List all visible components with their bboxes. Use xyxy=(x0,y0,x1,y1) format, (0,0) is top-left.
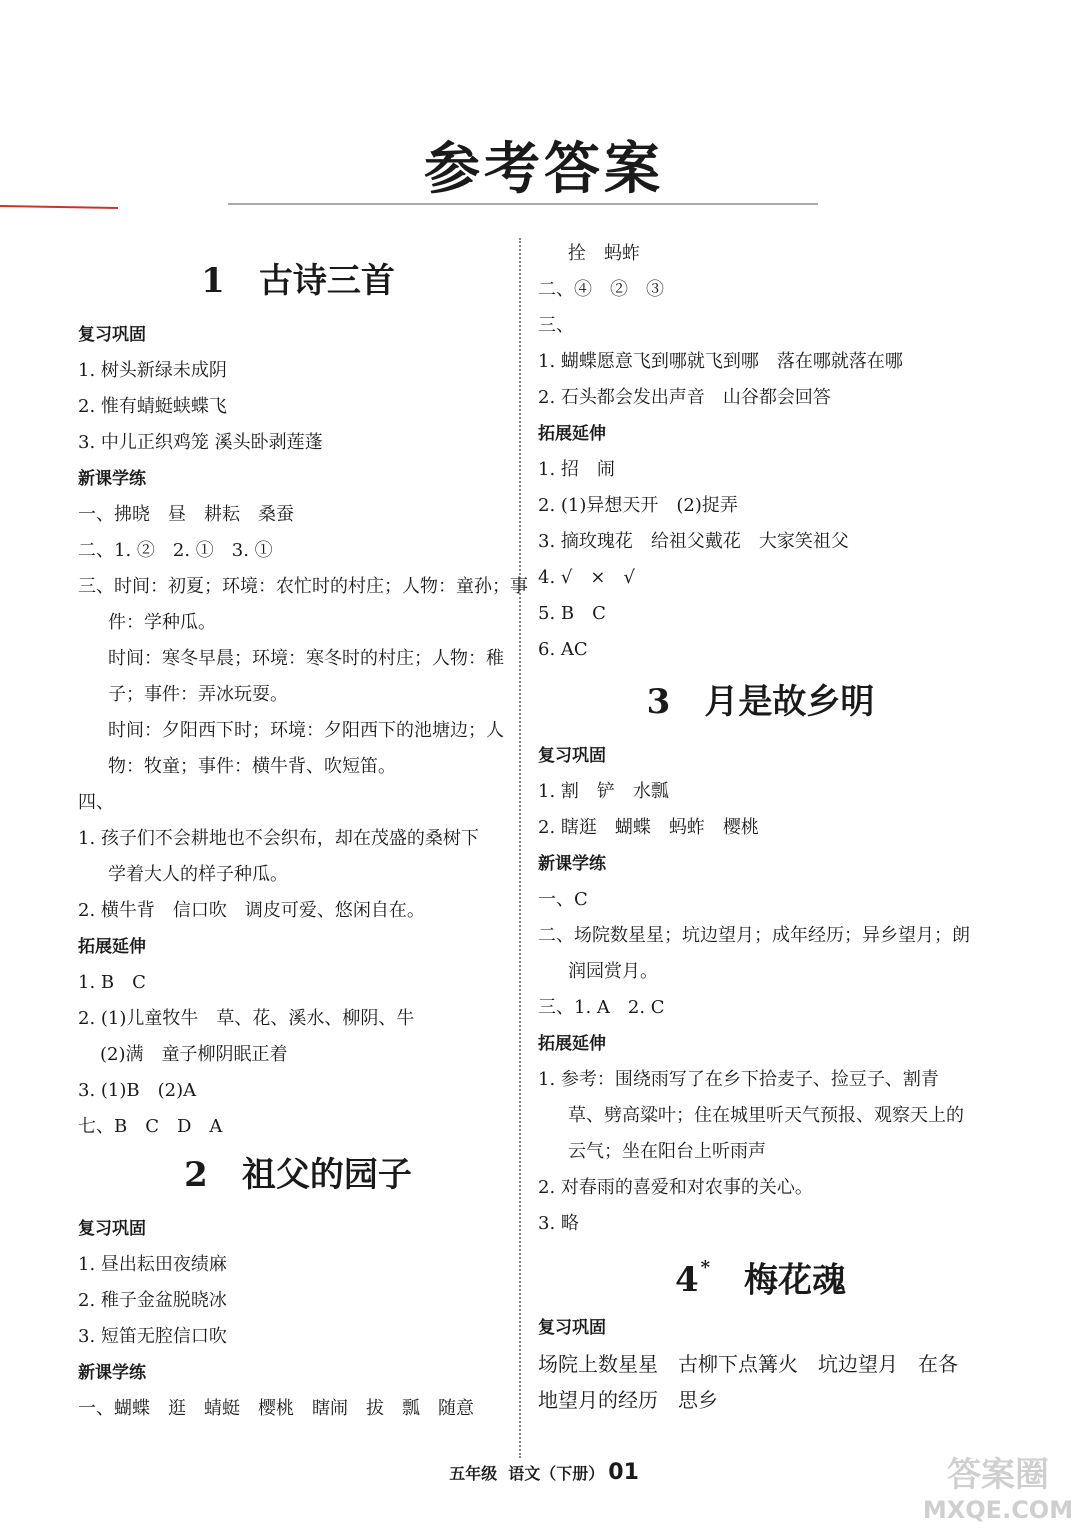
answer-line: 三、 xyxy=(538,315,574,336)
answer-line: 4. √ × √ xyxy=(538,567,635,588)
answer-line: 二、④ ② ③ xyxy=(538,279,664,300)
answer-line: 3. 摘玫瑰花 给祖父戴花 大家笑祖父 xyxy=(538,531,849,552)
section-2-title xyxy=(78,1149,518,1211)
subsection-heading: 拓展延伸 xyxy=(538,1034,606,1054)
column-divider xyxy=(519,238,521,1458)
optional-mark: * xyxy=(700,1257,711,1278)
answer-line: 1. 参考：围绕雨写了在乡下拾麦子、捡豆子、割青 xyxy=(538,1069,939,1090)
watermark-logo xyxy=(918,1448,1078,1528)
section-3-body xyxy=(538,738,983,1242)
section-3-title xyxy=(538,676,983,738)
answer-line: 地望月的经历 思乡 xyxy=(538,1388,718,1412)
answer-line: 时间：夕阳西下时；环境：夕阳西下的池塘边；人 xyxy=(108,720,504,741)
answer-line: 七、B C D A xyxy=(78,1116,223,1137)
answer-line: 1. 招 闹 xyxy=(538,459,615,480)
page-number: 01 xyxy=(608,1460,639,1485)
left-column xyxy=(78,255,528,1427)
right-column xyxy=(538,236,983,1418)
answer-line: 一、C xyxy=(538,889,588,910)
answer-line: 2. 稚子金盆脱晓冰 xyxy=(78,1290,227,1311)
subsection-heading: 新课学练 xyxy=(78,1363,146,1383)
answer-line: 2. 惟有蜻蜓蛱蝶飞 xyxy=(78,396,227,417)
answer-line: 3. 中儿正织鸡笼 溪头卧剥莲蓬 xyxy=(78,432,323,453)
answer-line: 物：牧童；事件：横牛背、吹短笛。 xyxy=(108,756,396,777)
section-4-title xyxy=(538,1248,983,1310)
section-4-body xyxy=(538,1310,983,1418)
answer-line: (2)满 童子柳阴眠正着 xyxy=(100,1044,288,1065)
answer-line: 1. 割 铲 水瓢 xyxy=(538,781,669,802)
section-number: 1 xyxy=(201,261,225,301)
section-2-continued xyxy=(538,236,983,668)
answer-line: 四、 xyxy=(78,792,114,813)
section-number: 2 xyxy=(184,1155,208,1195)
subsection-heading: 拓展延伸 xyxy=(538,424,606,444)
answer-line: 三、1. A 2. C xyxy=(538,997,665,1018)
answer-line: 二、1. ② 2. ① 3. ① xyxy=(78,540,273,561)
section-name: 梅花魂 xyxy=(744,1260,847,1301)
answer-line: 5. B C xyxy=(538,603,606,624)
section-1-title xyxy=(78,255,518,317)
section-number: 3 xyxy=(646,682,671,722)
section-number xyxy=(674,1257,711,1301)
answer-line: 三、时间：初夏；环境：农忙时的村庄；人物：童孙；事 xyxy=(78,576,528,597)
answer-line: 场院上数星星 古柳下点篝火 坑边望月 在各 xyxy=(538,1352,958,1376)
answer-line: 1. 孩子们不会耕地也不会织布，却在茂盛的桑树下 xyxy=(78,828,479,849)
page-title: 参考答案 xyxy=(424,136,664,202)
subsection-heading: 复习巩固 xyxy=(78,325,146,345)
answer-line: 1. 蝴蝶愿意飞到哪就飞到哪 落在哪就落在哪 xyxy=(538,351,903,372)
section-1-body xyxy=(78,317,528,1145)
answer-line: 1. B C xyxy=(78,972,146,993)
answer-line: 二、场院数星星；坑边望月；成年经历；异乡望月；朗 xyxy=(538,925,970,946)
footer-subject: 语文（下册） xyxy=(508,1464,605,1483)
answer-line: 3. 短笛无腔信口吹 xyxy=(78,1326,227,1347)
answer-line: 3. (1)B (2)A xyxy=(78,1080,197,1101)
answer-line: 2. (1)异想天开 (2)捉弄 xyxy=(538,495,738,516)
svg-text:答案圈: 答案圈 xyxy=(947,1455,1049,1495)
subsection-heading: 拓展延伸 xyxy=(78,937,146,957)
section-2-body xyxy=(78,1211,518,1427)
footer-grade: 五年级 xyxy=(449,1464,498,1483)
answer-line: 2. 瞎逛 蝴蝶 蚂蚱 樱桃 xyxy=(538,817,759,838)
answer-line: 2. (1)儿童牧牛 草、花、溪水、柳阴、牛 xyxy=(78,1008,415,1029)
answer-line: 一、拂晓 昼 耕耘 桑蚕 xyxy=(78,504,294,525)
answer-line: 1. 昼出耘田夜绩麻 xyxy=(78,1254,227,1275)
answer-line: 一、蝴蝶 逛 蜻蜓 樱桃 瞎闹 拔 瓢 随意 xyxy=(78,1398,474,1419)
answer-line: 云气；坐在阳台上听雨声 xyxy=(568,1141,766,1162)
answer-line: 件：学种瓜。 xyxy=(108,612,216,633)
svg-text:MXQE.COM: MXQE.COM xyxy=(922,1496,1074,1524)
section-name: 古诗三首 xyxy=(258,261,395,301)
answer-line: 时间：寒冬早晨；环境：寒冬时的村庄；人物：稚 xyxy=(108,648,504,669)
answer-line: 子；事件：弄冰玩耍。 xyxy=(108,684,288,705)
section-name: 祖父的园子 xyxy=(241,1155,412,1195)
subsection-heading: 新课学练 xyxy=(538,854,606,874)
subsection-heading: 复习巩固 xyxy=(538,1318,606,1338)
answer-line: 2. 横牛背 信口吹 调皮可爱、悠闲自在。 xyxy=(78,900,425,921)
red-rule xyxy=(0,205,118,209)
title-underline xyxy=(228,203,818,205)
subsection-heading: 复习巩固 xyxy=(538,746,606,766)
answer-line: 润园赏月。 xyxy=(568,961,658,982)
answer-line: 2. 对春雨的喜爱和对农事的关心。 xyxy=(538,1177,813,1198)
answer-line: 3. 略 xyxy=(538,1213,579,1234)
answer-line: 6. AC xyxy=(538,639,588,660)
answer-line: 1. 树头新绿未成阴 xyxy=(78,360,227,381)
section-number-value: 4 xyxy=(674,1260,699,1301)
subsection-heading: 复习巩固 xyxy=(78,1219,146,1239)
answer-line: 2. 石头都会发出声音 山谷都会回答 xyxy=(538,387,831,408)
subsection-heading: 新课学练 xyxy=(78,469,146,489)
answer-line: 草、劈高粱叶；住在城里听天气预报、观察天上的 xyxy=(568,1105,964,1126)
answer-line: 学着大人的样子种瓜。 xyxy=(108,864,288,885)
answer-line: 拴 蚂蚱 xyxy=(568,243,640,264)
section-name: 月是故乡明 xyxy=(704,682,875,722)
